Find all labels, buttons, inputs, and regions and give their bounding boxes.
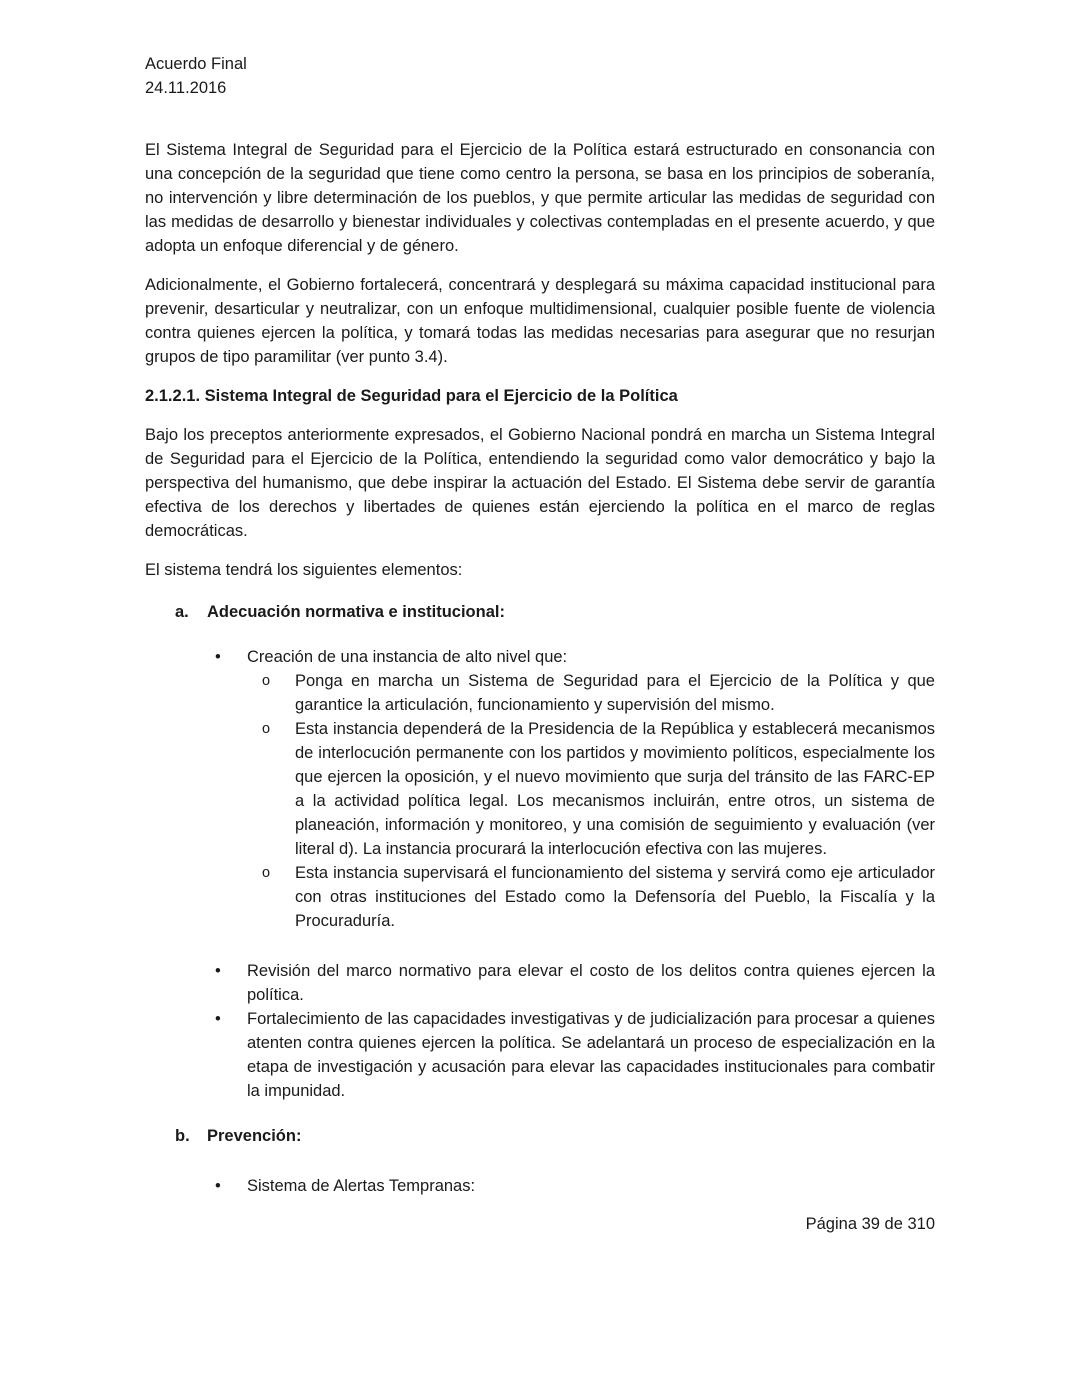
sub-bullet-text: Esta instancia supervisará el funcionamiento del sistema y servirá como eje articulador con otras instituciones del Estado como la Defensoría del Pueblo, la Fiscalía y la Procuraduría. (295, 864, 935, 930)
paragraph-intro-2: Adicionalmente, el Gobierno fortalecerá, concentrará y desplegará su máxima capacidad institucional para prevenir, desarticular y neutralizar, con un enfoque multidimensional, cualquier posible fuente de violencia contra quienes ejercen la política, y tomará todas las medidas necesarias para asegurar que no resurjan grupos de tipo paramilitar (ver punto 3.4). (145, 276, 935, 366)
sub-bullet-item-supervisara (262, 861, 935, 933)
bullet-text: Sistema de Alertas Tempranas: (247, 1177, 476, 1195)
list-label-b: b. (175, 1127, 190, 1145)
list-item-b (175, 1124, 935, 1148)
bullet-text: Creación de una instancia de alto nivel que: (247, 648, 568, 666)
bullet-icon: • (215, 1010, 221, 1028)
paragraph-lead-in: El sistema tendrá los siguientes elementos: (145, 561, 463, 579)
list-label-a: a. (175, 603, 189, 621)
paragraph-body: Bajo los preceptos anteriormente expresados, el Gobierno Nacional pondrá en marcha un Sistema Integral de Seguridad para el Ejercicio de la Política, entendiendo la seguridad como valor democrático y bajo la perspectiva del humanismo, que debe inspirar la actuación del Estado. El Sistema debe servir de garantía efectiva de los derechos y libertades de quienes están ejerciendo la política en el marco de reglas democráticas. (145, 426, 935, 540)
bullet-icon: • (215, 962, 221, 980)
bullet-item-fortalecimiento (215, 1007, 935, 1103)
sub-bullet-item-ponga (262, 669, 935, 717)
header-date: 24.11.2016 (145, 79, 227, 97)
bullet-text: Revisión del marco normativo para elevar el costo de los delitos contra quienes ejercen la política. (247, 962, 935, 1004)
bullet-text: Fortalecimiento de las capacidades investigativas y de judicialización para procesar a quienes atenten contra quienes ejercen la política. Se adelantará un proceso de especialización en la etapa de investigación y acusación para elevar las capacidades institucionales para combatir la impunidad. (247, 1010, 935, 1100)
bullet-item-alertas (215, 1174, 935, 1198)
bullet-icon: • (215, 1177, 221, 1195)
bullet-icon: • (215, 648, 221, 666)
sub-bullet-item-dependera (262, 717, 935, 861)
sub-bullet-text: Esta instancia dependerá de la Presidencia de la República y establecerá mecanismos de interlocución permanente con los partidos y movimiento políticos, especialmente los que ejercen la oposición, y el nuevo movimiento que surja del tránsito de las FARC-EP a la actividad política legal. Los mecanismos incluirán, entre otros, un sistema de planeación, información y monitoreo, y una comisión de seguimiento y evaluación (ver literal d). La instancia procurará la interlocución efectiva con las mujeres. (295, 720, 935, 858)
circle-bullet-icon: o (262, 673, 271, 689)
list-item-a (175, 600, 935, 624)
circle-bullet-icon: o (262, 721, 271, 737)
paragraph-intro-1: El Sistema Integral de Seguridad para el Ejercicio de la Política estará estructurado en consonancia con una concepción de la seguridad que tiene como centro la persona, se basa en los principios de soberanía, no intervención y libre determinación de los pueblos, y que permite articular las medidas de seguridad con las medidas de desarrollo y bienestar individuales y colectivas contempladas en el presente acuerdo, y que adopta un enfoque diferencial y de género. (145, 141, 935, 255)
sub-bullet-text: Ponga en marcha un Sistema de Seguridad para el Ejercicio de la Política y que garantice la articulación, funcionamiento y supervisión del mismo. (295, 672, 935, 714)
bullet-item-revision (215, 959, 935, 1007)
list-title-b: Prevención: (207, 1127, 302, 1145)
circle-bullet-icon: o (262, 865, 271, 881)
page-number: Página 39 de 310 (805, 1215, 935, 1233)
header-title: Acuerdo Final (145, 55, 247, 73)
list-title-a: Adecuación normativa e institucional: (207, 603, 505, 621)
document-header (145, 52, 935, 100)
section-heading: 2.1.2.1. Sistema Integral de Seguridad para el Ejercicio de la Política (145, 387, 678, 405)
bullet-item-creacion (215, 645, 935, 669)
